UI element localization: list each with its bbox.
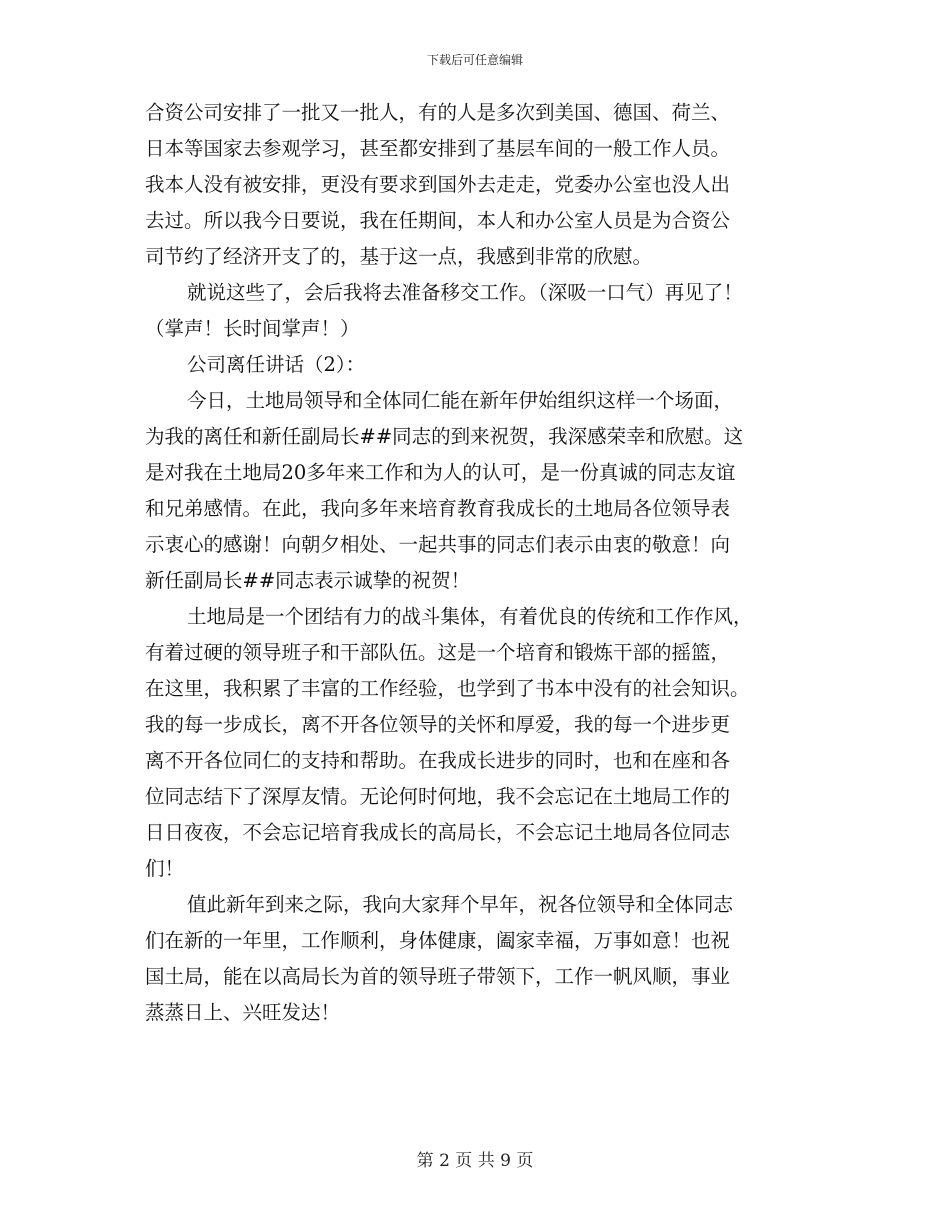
text-line: 日日夜夜，不会忘记培育我成长的高局长，不会忘记土地局各位同志 xyxy=(145,821,731,844)
text-line: 是对我在土地局20多年来工作和为人的认可，是一份真诚的同志友谊 xyxy=(145,461,736,484)
text-line: （掌声！长时间掌声！） xyxy=(145,317,360,340)
text-line: 我本人没有被安排，更没有要求到国外去走走，党委办公室也没人出 xyxy=(145,173,731,196)
page-number-footer: 第 2 页 共 9 页 xyxy=(416,1151,534,1171)
text-line: 土地局是一个团结有力的战斗集体，有着优良的传统和工作作风， xyxy=(187,605,753,628)
text-line: 离不开各位同仁的支持和帮助。在我成长进步的同时，也和在座和各 xyxy=(145,749,731,772)
text-line: 蒸蒸日上、兴旺发达！ xyxy=(145,1001,341,1024)
text-line: 在这里，我积累了丰富的工作经验，也学到了书本中没有的社会知识。 xyxy=(145,677,750,700)
text-line: 今日，土地局领导和全体同仁能在新年伊始组织这样一个场面， xyxy=(187,389,734,412)
text-line: 去过。所以我今日要说，我在任期间，本人和办公室人员是为合资公 xyxy=(145,209,731,232)
section-heading: 公司离任讲话（2）： xyxy=(187,353,366,376)
text-line: 我的每一步成长，离不开各位领导的关怀和厚爱，我的每一个进步更 xyxy=(145,713,731,736)
text-line: 日本等国家去参观学习，甚至都安排到了基层车间的一般工作人员。 xyxy=(145,137,731,160)
text-line: 国土局，能在以高局长为首的领导班子带领下，工作一帆风顺，事业 xyxy=(145,965,731,988)
text-line: 们在新的一年里，工作顺利，身体健康，阖家幸福，万事如意！也祝 xyxy=(145,929,731,952)
text-line: 就说这些了，会后我将去准备移交工作。（深吸一口气）再见了！ xyxy=(187,281,743,304)
text-line: 示衷心的感谢！向朝夕相处、一起共事的同志们表示由衷的敬意！向 xyxy=(145,533,731,556)
text-line: 合资公司安排了一批又一批人，有的人是多次到美国、德国、荷兰、 xyxy=(145,101,731,124)
text-line: 司节约了经济开支了的，基于这一点，我感到非常的欣慰。 xyxy=(145,245,653,268)
page-header: 下载后可任意编辑 xyxy=(426,53,523,67)
document-body xyxy=(145,95,817,1031)
text-line: 们！ xyxy=(145,857,185,880)
text-line: 有着过硬的领导班子和干部队伍。这是一个培育和锻炼干部的摇篮， xyxy=(145,641,731,664)
text-line: 值此新年到来之际，我向大家拜个早年，祝各位领导和全体同志 xyxy=(187,893,734,916)
text-line: 新任副局长##同志表示诚挚的祝贺！ xyxy=(145,569,471,592)
text-line: 位同志结下了深厚友情。无论何时何地，我不会忘记在土地局工作的 xyxy=(145,785,731,808)
text-line: 为我的离任和新任副局长##同志的到来祝贺，我深感荣幸和欣慰。这 xyxy=(145,425,744,448)
text-line: 和兄弟感情。在此，我向多年来培育教育我成长的土地局各位领导表 xyxy=(145,497,731,520)
